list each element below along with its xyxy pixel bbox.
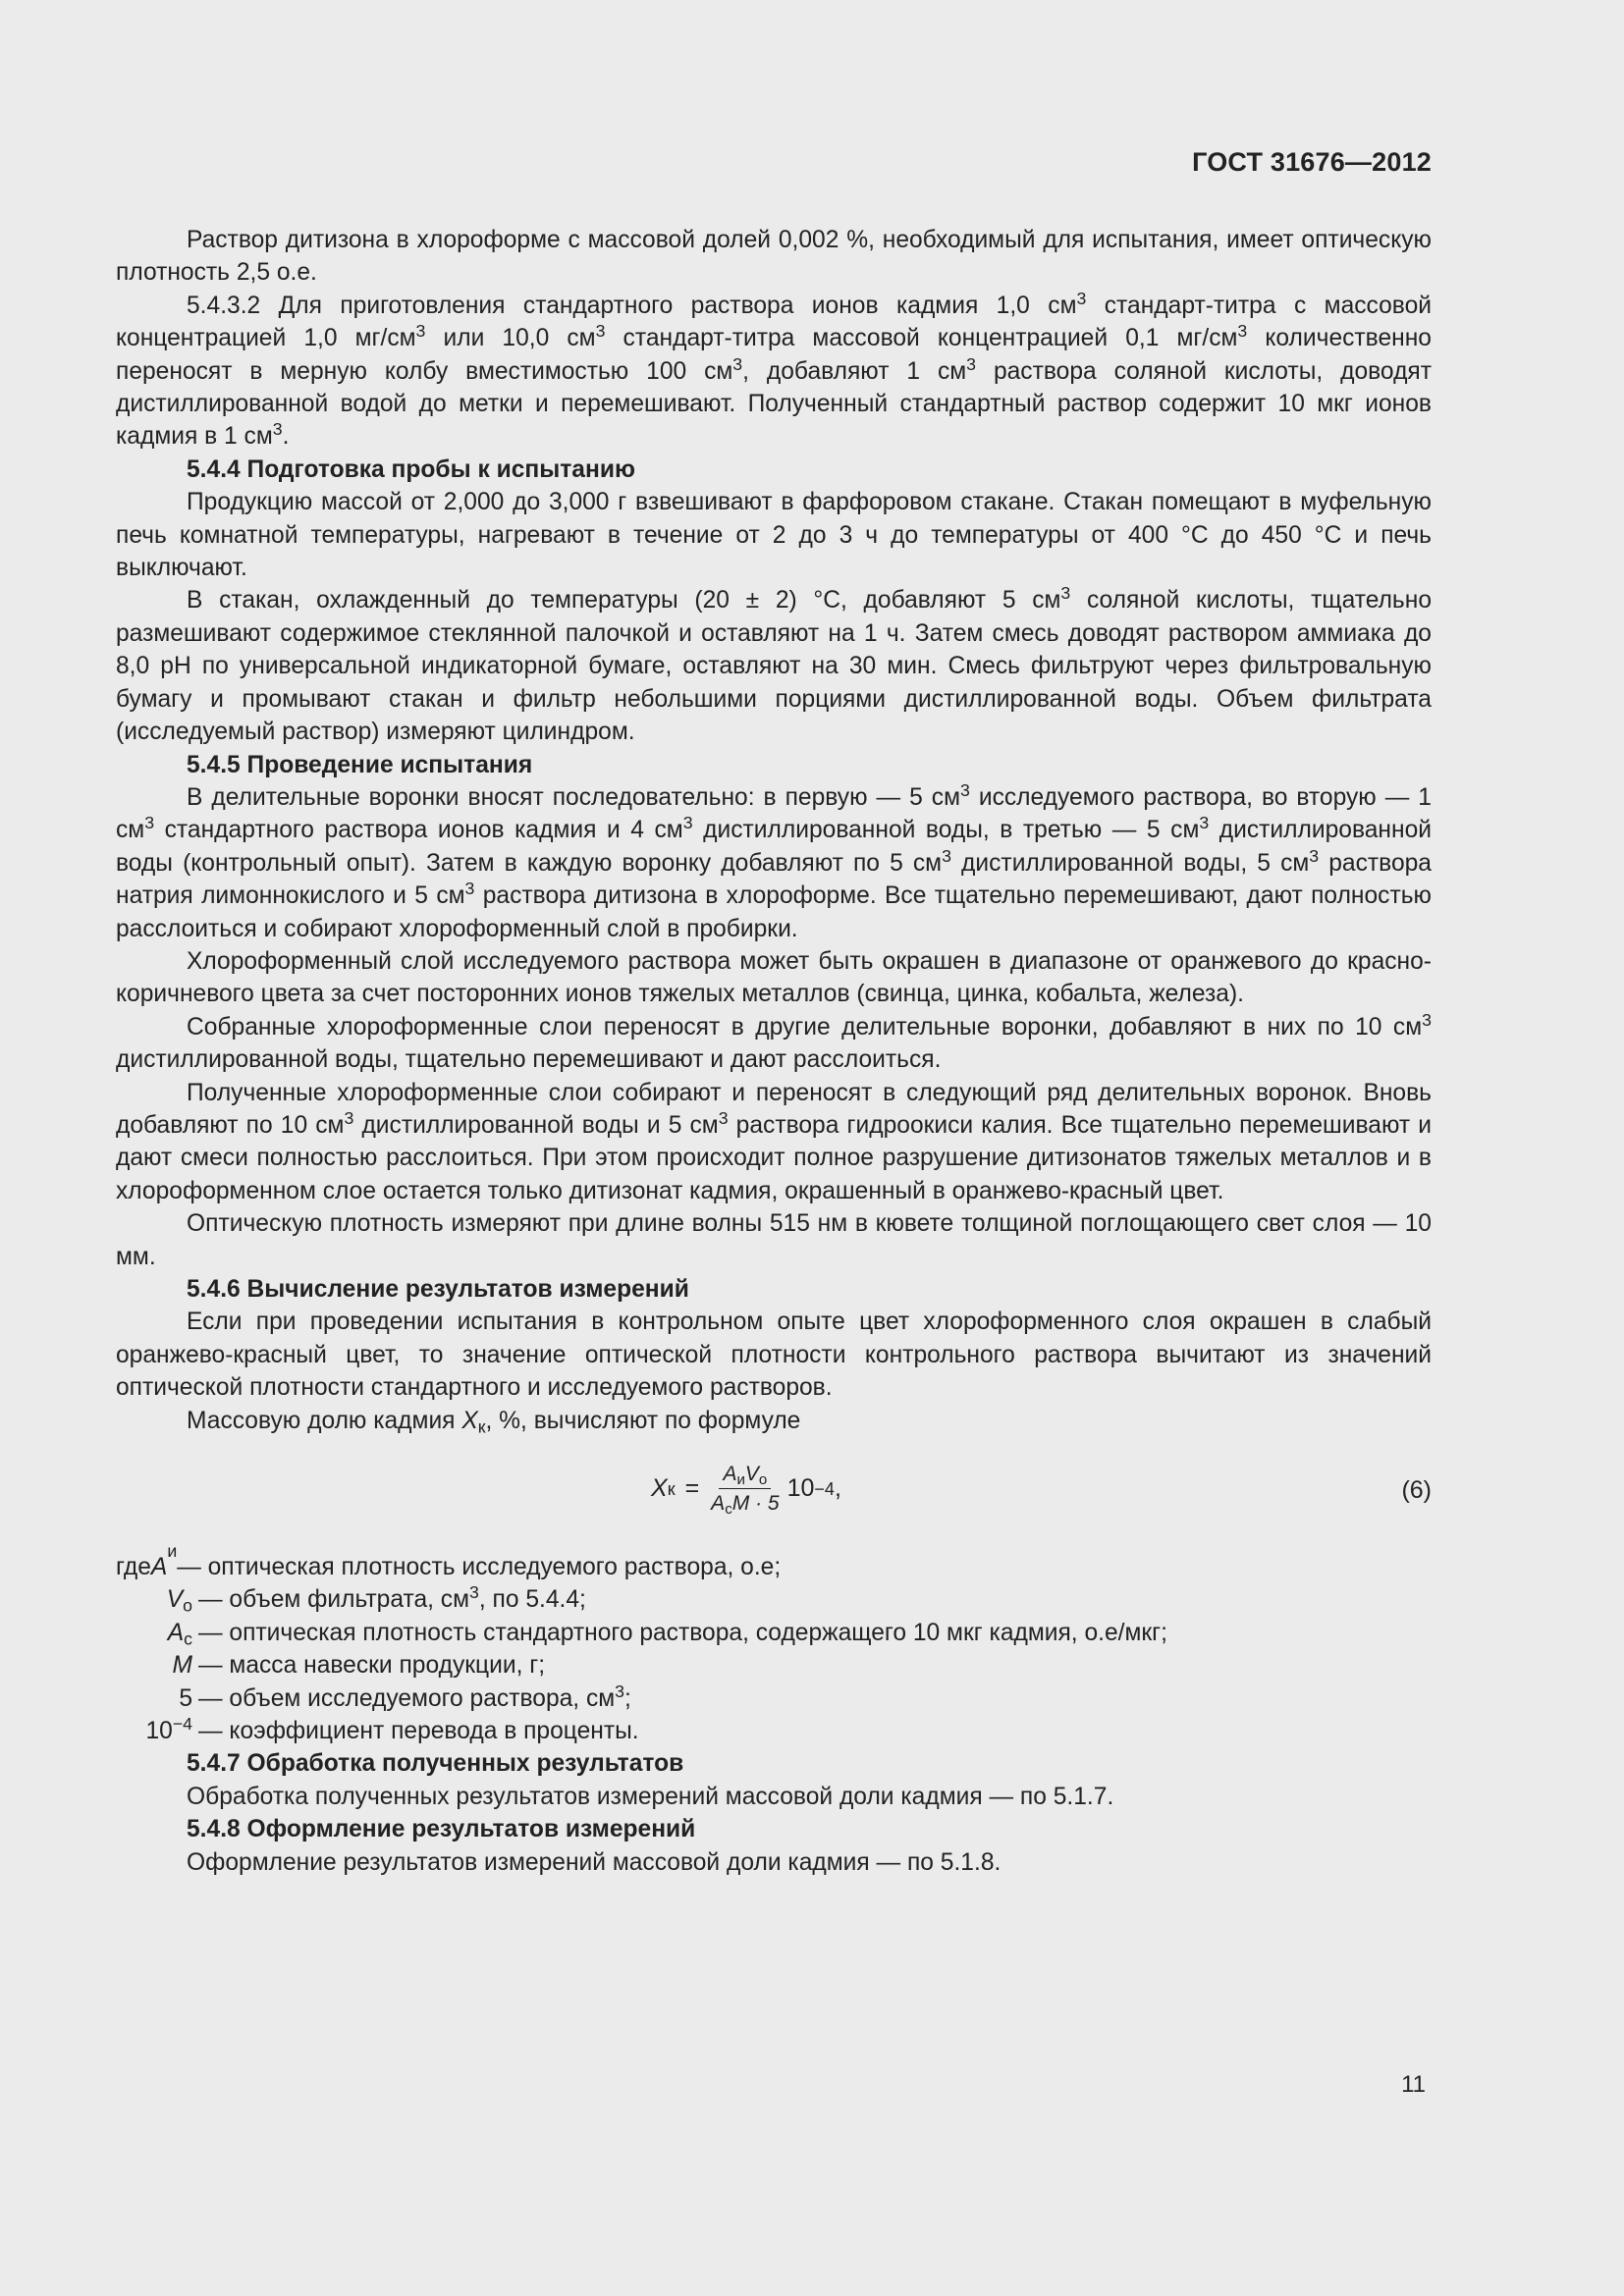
formula-definitions	[116, 1541, 1432, 1747]
section-heading-5-4-7: 5.4.7 Обработка полученных результатов	[187, 1750, 684, 1778]
formula-6	[116, 1443, 1432, 1551]
paragraph: Раствор дитизона в хлороформе с массовой долей 0,002 %, необходимый для испытания, имеет оптическую плотность 2,5 о.е.	[116, 227, 1432, 287]
section-heading-5-4-8: 5.4.8 Оформление результатов измерений	[187, 1816, 696, 1843]
fraction-denominator: $A_сM \cdot 5$	[711, 1492, 780, 1518]
section-heading-5-4-4: 5.4.4 Подготовка пробы к испытанию	[187, 455, 635, 483]
paragraph: Если при проведении испытания в контрольном опыте цвет хлороформенного слоя окрашен в слабый оранжево-красный цвет, то значение оптической плотности контрольного раствора вычитают из значений оптической плотности стандартного и исследуемого растворов.	[116, 1308, 1432, 1402]
fraction-numerator: $A_иV_о$	[719, 1461, 771, 1489]
standard-header: ГОСТ 31676—2012	[1192, 147, 1432, 177]
paragraph: В стакан, охлажденный до температуры (20 ± 2) °С, добавляют 5 $см^3$ соляной кислоты, тщательно размешивают содержимое стеклянной палочкой и оставляют на 1 ч. Затем смесь доводят раствором аммиака до 8,0 рН по универсальной индикаторной бумаге, оставляют на 30 мин. Смесь фильтруют через фильтровальную бумагу и промывают стакан и фильтр небольшими порциями дистиллированной воды. Объем фильтрата (исследуемый раствор) измеряют цилиндром.	[116, 583, 1432, 746]
section-heading-5-4-6: 5.4.6 Вычисление результатов измерений	[187, 1276, 689, 1303]
paragraph: Продукцию массой от 2,000 до 3,000 г взвешивают в фарфоровом стакане. Стакан помещают в муфельную печь комнатной температуры, нагревают в течение от 2 до 3 ч до температуры от 400 °С до 450 °С и печь выключают.	[116, 489, 1432, 582]
paragraph: Полученные хлороформенные слои собирают и переносят в следующий ряд делительных воронок. Вновь добавляют по 10 $см^3$ дистиллированной воды и 5 $см^3$ раствора гидроокиси калия. Все тщательно перемешивают и дают смеси полностью расслоиться. При этом происходит полное разрушение дитизонатов тяжелых металлов и в хлороформенном слое остается только дитизонат кадмия, окрашенный в оранжево-красный цвет.	[116, 1079, 1433, 1204]
paragraph: Хлороформенный слой исследуемого раствора может быть окрашен в диапазоне от оранжевого до красно-коричневого цвета за счет посторонних ионов тяжелых металлов (свинца, цинка, кобальта, железа).	[116, 947, 1432, 1008]
definition-item: $10^{-4}$ — коэффициент перевода в проценты.	[145, 1714, 639, 1745]
document-content	[116, 224, 1432, 1879]
definition-item: $V_о$ — объем фильтрата, $см^3$, по 5.4.4;	[166, 1582, 586, 1616]
paragraph: Оформление результатов измерений массовой доли кадмия — по 5.1.8.	[187, 1848, 1001, 1876]
paragraph: Собранные хлороформенные слои переносят в другие делительные воронки, добавляют в них по 10 $см^3$ дистиллированной воды, тщательно перемешивают и дают расслоиться.	[116, 1009, 1432, 1074]
paragraph: Обработка полученных результатов измерений массовой доли кадмия — по 5.1.7.	[187, 1783, 1114, 1810]
paragraph: В делительные воронки вносят последовательно: в первую — 5 $см^3$ исследуемого раствора, во вторую — 1 $см^3$ стандартного раствора ионов кадмия и 4 $см^3$ дистиллированной воды, в третью — 5 $см^3$ дистиллированной воды (контрольный опыт). Затем в каждую воронку добавляют по 5 $см^3$ дистиллированной воды, 5 $см^3$ раствора натрия лимоннокислого и 5 $см^3$ раствора дитизона в хлороформе. Все тщательно перемешивают, дают полностью расслоиться и собирают хлороформенный слой в пробирки.	[116, 780, 1433, 942]
definition-item: $A_с$ — оптическая плотность стандартного раствора, содержащего 10 мкг кадмия, о.е/мкг;	[167, 1619, 1167, 1649]
section-heading-5-4-5: 5.4.5 Проведение испытания	[187, 751, 533, 778]
formula-expression: X к = $\frac{A_иV_о}{A_сM \cdot 5}$ 10 −4 ,	[651, 1463, 841, 1518]
definition-item: 5 — объем исследуемого раствора, $см^3$;	[179, 1681, 631, 1712]
paragraph-5-4-3-2: 5.4.3.2 Для приготовления стандартного раствора ионов кадмия 1,0 $см^3$ стандарт-титра с массовой концентрацией 1,0 $мг/см^3$ или 10,0 $см^3$ стандарт-титра массовой концентрацией 0,1 $мг/см^3$ количественно переносят в мерную колбу вместимостью 100 $см^3$, добавляют 1 $см^3$ раствора соляной кислоты, доводят дистиллированной водой до метки и перемешивают. Полученный стандартный раствор содержит 10 мкг ионов кадмия в 1 $см^3$.	[116, 288, 1433, 451]
formula-fraction	[707, 1461, 783, 1517]
definition-item: M — масса навески продукции, г;	[172, 1652, 546, 1680]
formula-number: (6)	[1401, 1476, 1432, 1505]
paragraph: Оптическую плотность измеряют при длине волны 515 нм в кювете толщиной поглощающего свет слоя — 10 мм.	[116, 1210, 1432, 1270]
definition-item: где A и — оптическая плотность исследуемого раствора, о.е;	[116, 1541, 782, 1581]
page-number: 11	[1401, 2071, 1426, 2098]
paragraph-formula-intro: Массовую долю кадмия $X_к$, %, вычисляют по формуле	[187, 1407, 801, 1437]
document-page	[116, 0, 1432, 2296]
